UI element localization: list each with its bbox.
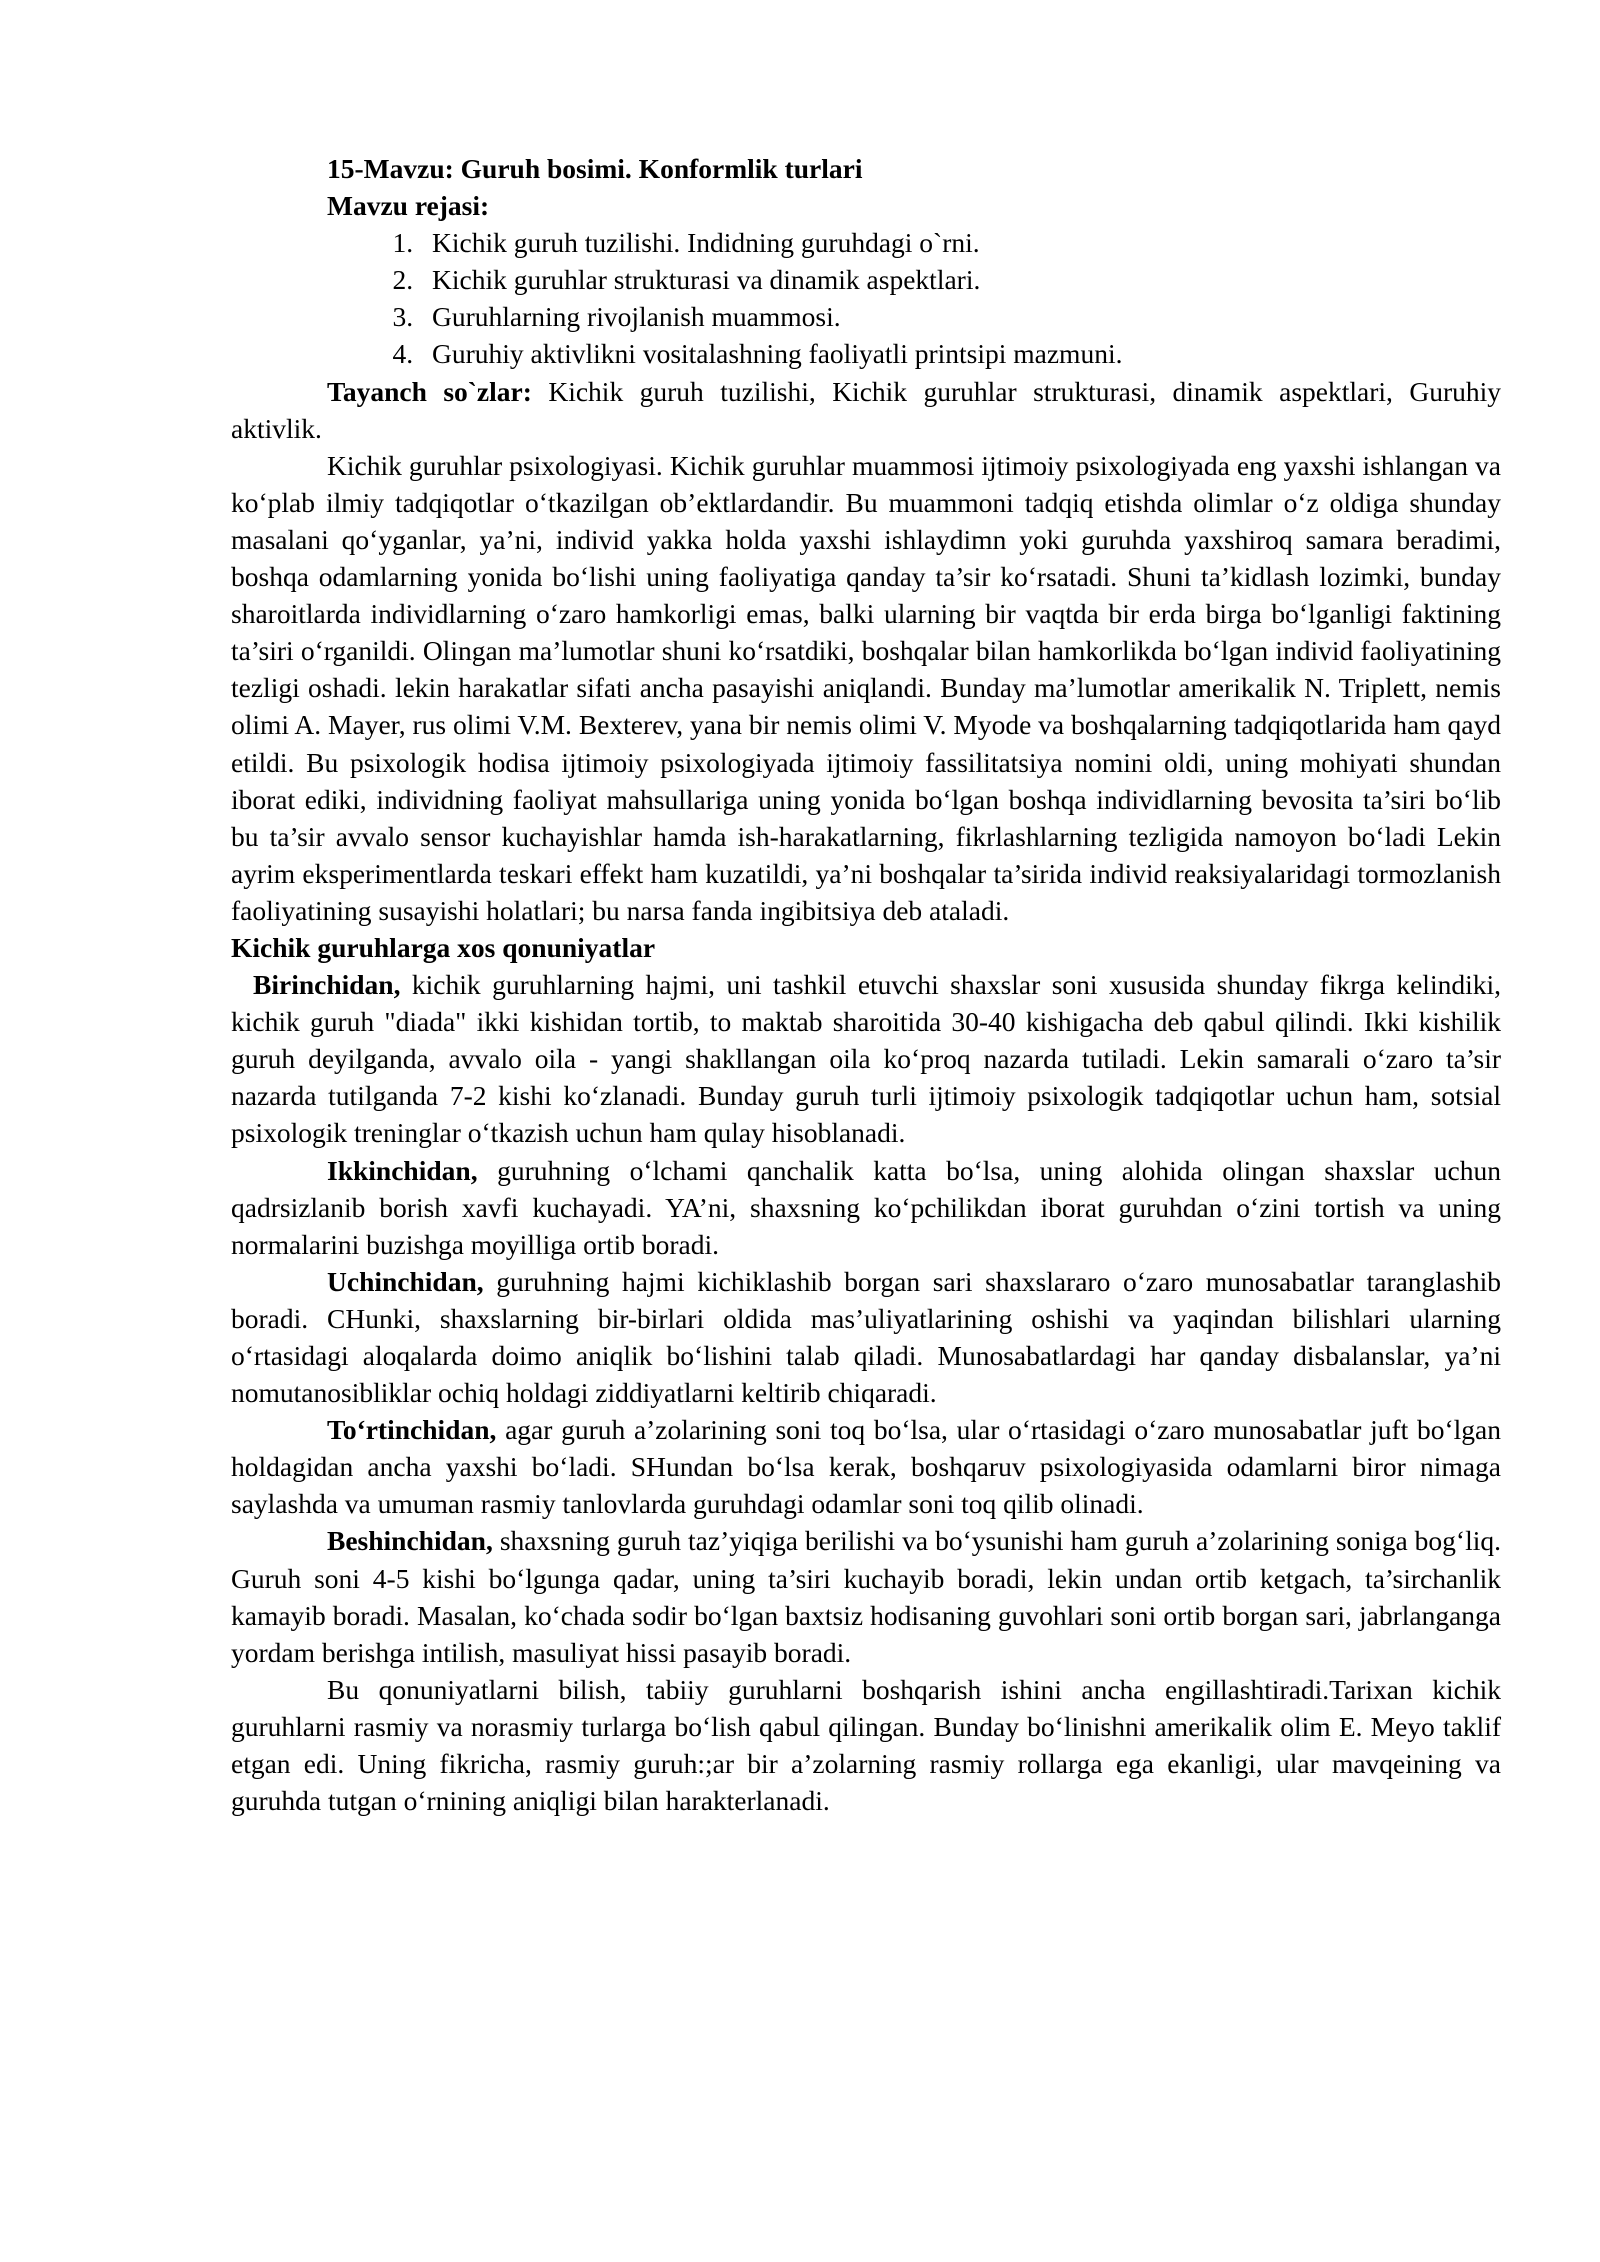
- law-paragraph-3: [231, 1263, 1501, 1411]
- law-paragraph-2: [231, 1152, 1501, 1263]
- law-lead: Beshinchidan,: [327, 1525, 493, 1557]
- law-text: guruhning hajmi kichiklashib borgan sari shaxslararo o‘zaro munosabatlar taranglashib boradi. CHunki, shaxslarning bir-birlari oldida mas’uliyatlarining oshishi va yaqindan bilishlari ularning o‘rtasidagi aloqalarda doimo aniqlik bo‘lishini talab qiladi. Munosabatlardagi har qanday disbalanslar, ya’ni nomutanosibliklar ochiq holdagi ziddiyatlarni keltirib chiqaradi.: [231, 1265, 1501, 1409]
- law-paragraph-4: [231, 1411, 1501, 1522]
- plan-list: [231, 224, 1501, 372]
- plan-item: 3. Guruhlarning rivojlanish muammosi.: [420, 298, 1501, 335]
- plan-item: 4. Guruhiy aktivlikni vositalashning faoliyatli printsipi mazmuni.: [420, 335, 1501, 372]
- law-lead: Ikkinchidan,: [327, 1154, 478, 1186]
- law-text: agar guruh a’zolarining soni toq bo‘lsa, ular o‘rtasidagi o‘zaro munosabatlar juft bo‘lgan holdagidan ancha yaxshi bo‘ladi. SHundan bo‘lsa kerak, boshqaruv psixologiyasida odamlarni biror nimaga saylashda va umuman rasmiy tanlovlarda guruhdagi odamlar soni toq qilib olinadi.: [231, 1414, 1501, 1520]
- plan-item: 2. Kichik guruhlar strukturasi va dinamik aspektlari.: [420, 261, 1501, 298]
- law-paragraph-5: [231, 1522, 1501, 1670]
- keywords-label: Tayanch so`zlar:: [327, 375, 532, 407]
- plan-item: 1. Kichik guruh tuzilishi. Indidning guruhdagi o`rni.: [420, 224, 1501, 261]
- law-lead: Uchinchidan,: [327, 1265, 484, 1297]
- law-text: kichik guruhlarning hajmi, uni tashkil etuvchi shaxslar soni xususida shunday fikrga kelindiki, kichik guruh "diada" ikki kishidan tortib, to maktab sharoitida 30-40 kishigacha deb qabul qilindi. Ikki kishilik guruh deyilganda, avvalo oila - yangi shakllangan oila ko‘proq nazarda tutiladi. Lekin samarali o‘zaro ta’sir nazarda tutilganda 7-2 kishi ko‘zlanadi. Bunday guruh turli ijtimoiy psixologik tadqiqotlar uchun ham, sotsial psixologik treninglar o‘tkazish uchun ham qulay hisoblanadi.: [231, 969, 1501, 1149]
- keywords-text: Kichik guruh tuzilishi, Kichik guruhlar strukturasi, dinamik aspektlari, Guruhiy aktivlik.: [231, 375, 1501, 444]
- keywords-paragraph: [231, 373, 1501, 447]
- document-page: [231, 150, 1501, 1819]
- law-text: shaxsning guruh taz’yiqiga berilishi va bo‘ysunishi ham guruh a’zolarining soniga bog‘liq. Guruh soni 4-5 kishi bo‘lgunga qadar, uning ta’siri kuchayib boradi, lekin undan ortib ketgach, ta’sirchanlik kamayib boradi. Masalan, ko‘chada sodir bo‘lgan baxtsiz hodisaning guvohlari soni ortib borgan sari, jabrlanganga yordam berishga intilish, masuliyat hissi pasayib boradi.: [231, 1525, 1501, 1668]
- intro-paragraph: Kichik guruhlar psixologiyasi. Kichik guruhlar muammosi ijtimoiy psixologiyada eng yaxshi ishlangan va ko‘plab ilmiy tadqiqotlar o‘tkazilgan ob’ektlardandir. Bu muammoni tadqiq etishda olimlar o‘z oldiga shunday masalani qo‘yganlar, ya’ni, individ yakka holda yaxshi ishlaydimn yoki guruhda yaxshiroq samara beradimi, boshqa odamlarning yonida bo‘lishi uning faoliyatiga qanday ta’sir ko‘rsatadi. Shuni ta’kidlash lozimki, bunday sharoitlarda individlarning o‘zaro hamkorligi emas, balki ularning bir vaqtda bir erda birga bo‘lganligi faktining ta’siri o‘rganildi. Olingan ma’lumotlar shuni ko‘rsatdiki, boshqalar bilan hamkorlikda bo‘lgan individ faoliyatining tezligi oshadi. lekin harakatlar sifati ancha pasayishi aniqlandi. Bunday ma’lumotlar amerikalik N. Triplett, nemis olimi A. Mayer, rus olimi V.M. Bexterev, yana bir nemis olimi V. Myode va boshqalarning tadqiqotlarida ham qayd etildi. Bu psixologik hodisa ijtimoiy psixologiyada ijtimoiy fassilitatsiya nomini oldi, uning mohiyati shundan iborat ediki, individning faoliyat mahsullariga uning yonida bo‘lgan boshqa individlarning bevosita ta’siri bo‘lib bu ta’sir avvalo sensor kuchayishlar hamda ish-harakatlarning, fikrlashlarning tezligida namoyon bo‘ladi Lekin ayrim eksperimentlarda teskari effekt ham kuzatildi, ya’ni boshqalar ta’sirida individ reaksiyalaridagi tormozlanish faoliyatining susayishi holatlari; bu narsa fanda ingibitsiya deb ataladi.: [231, 449, 1501, 926]
- law-lead: To‘rtinchidan,: [327, 1414, 497, 1446]
- law-lead: Birinchidan,: [253, 969, 401, 1001]
- law-paragraph-1: [231, 966, 1501, 1151]
- document-title: 15-Mavzu: Guruh bosimi. Konformlik turlari: [327, 153, 863, 184]
- law-text: guruhning o‘lchami qanchalik katta bo‘lsa, uning alohida olingan shaxslar uchun qadrsizlanib borish xavfi kuchayadi. YA’ni, shaxsning ko‘pchilikdan iborat guruhdan o‘zini tortish va uning normalarini buzishga moyilliga ortib boradi.: [231, 1154, 1501, 1260]
- section-heading: Kichik guruhlarga xos qonuniyatlar: [231, 931, 656, 963]
- plan-heading: Mavzu rejasi:: [327, 190, 490, 222]
- closing-paragraph: Bu qonuniyatlarni bilish, tabiiy guruhlarni boshqarish ishini ancha engillashtiradi.Tarixan kichik guruhlarni rasmiy va norasmiy turlarga bo‘lish qabul qilingan. Bunday bo‘linishni amerikalik olim E. Meyo taklif etgan edi. Uning fikricha, rasmiy guruh:;ar bir a’zolarning rasmiy rollarga ega ekanligi, ular mavqeining va guruhda tutgan o‘rnining aniqligi bilan harakterlanadi.: [231, 1673, 1501, 1817]
